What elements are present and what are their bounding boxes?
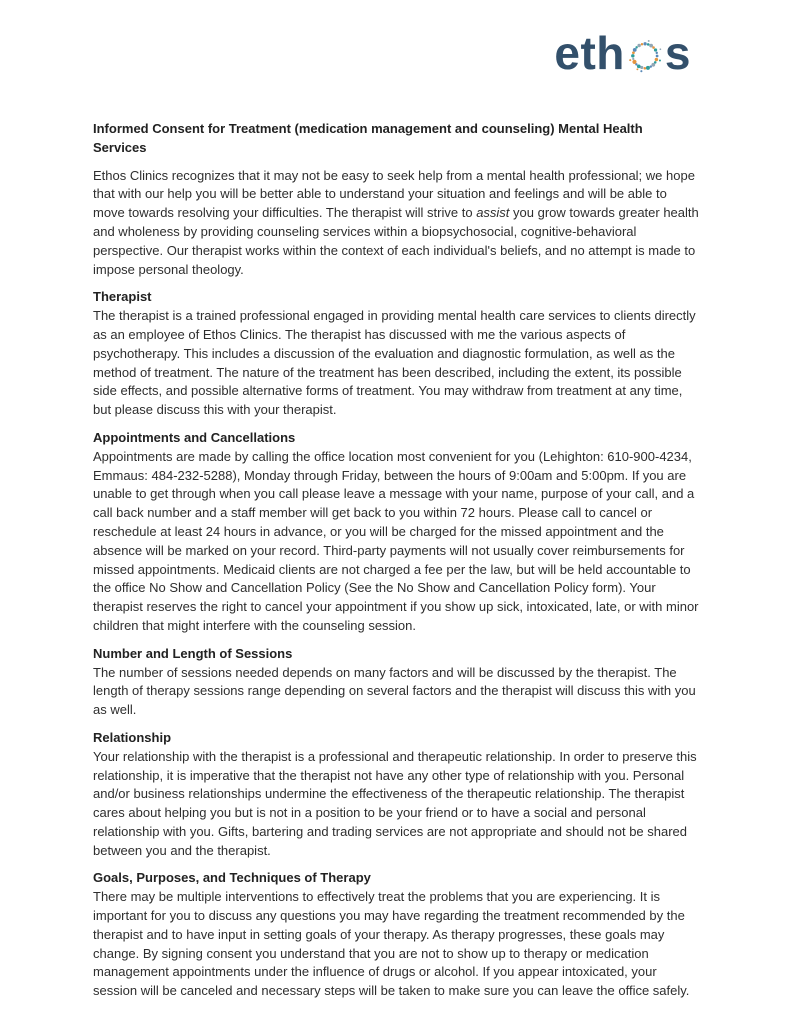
section-goals-purposes-techniques — [93, 869, 701, 1001]
document-body — [93, 120, 701, 1001]
section-heading: Appointments and Cancellations — [93, 429, 296, 445]
logo-row — [554, 27, 691, 79]
section-appointments-and-cancellations — [93, 429, 701, 636]
section-paragraph: The number of sessions needed depends on many factors and will be discussed by the therapist. The length of therapy sessions range depending on several factors and the therapist will discuss this with you as well. — [93, 664, 696, 718]
section-paragraph: There may be multiple interventions to effectively treat the problems that you are experiencing. It is important for you to discuss any questions you may have regarding the treatment recommended by the therapist and to have input in setting goals of your therapy. As therapy progresses, these goals may change. By signing consent you understand that you are not to show up to therapy or medication management appointments under the influence of drugs or alcohol. If you appear intoxicated, your session will be canceled and necessary steps will be taken to make sure you can leave the office safely. — [93, 889, 690, 999]
section-paragraph: Your relationship with the therapist is a professional and therapeutic relationship. In order to preserve this relationship, it is imperative that the therapist not have any other type of relationship with you. Personal and/or business relationships undermine the effectiveness of the therapeutic relationship. The therapist cares about helping you but is not in a position to be your friend or to have a social and personal relationship with you. Gifts, bartering and trading services are not appropriate and should not be shared between you and the therapist. — [93, 748, 697, 858]
section-heading: Relationship — [93, 729, 172, 745]
section-number-and-length-of-sessions — [93, 645, 701, 720]
section-heading: Therapist — [93, 289, 152, 305]
logo-text-right: s — [664, 27, 691, 79]
ethos-logo — [554, 27, 691, 79]
section-paragraph: Appointments are made by calling the office location most convenient for you (Lehighton: 610-900-4234, Emmaus: 484-232-5288), Monday through Friday, between the hours of 9:00am and 5:00pm. If you are unable to get through when you call please leave a message with your name, purpose of your call, and a call back number and a staff member will get back to you within 72 hours. Please call to cancel or reschedule at least 24 hours in advance, or you will be charged for the missed appointment and the absence will be marked on your record. Third-party payments will not usually cover reimbursements for missed appointments. Medicaid clients are not charged a fee per the law, but will be held accountable to the office No Show and Cancellation Policy (See the No Show and Cancellation Policy form). Your therapist reserves the right to cancel your appointment if you show up sick, intoxicated, late, or with minor children that might interfere with the counseling session. — [93, 448, 699, 633]
section-paragraph: The therapist is a trained professional engaged in providing mental health care services to clients directly as an employee of Ethos Clinics. The therapist has discussed with me the various aspects of psychotherapy. This includes a discussion of the evaluation and diagnostic formulation, as well as the method of treatment. The nature of the treatment has been described, including the extent, its possible side effects, and possible alternative forms of treatment. You may withdraw from treatment at any time, but please discuss this with your therapist. — [93, 308, 696, 418]
intro-text-start: Ethos Clinics recognizes that it may not be easy to seek help from a mental health professional; we hope that with our help you will be better able to understand your situation and feelings and will be able to move towards resolving your difficulties. The therapist will strive to — [93, 167, 695, 221]
section-heading: Number and Length of Sessions — [93, 645, 293, 661]
ethos-dotted-o-icon — [626, 37, 664, 75]
document-title: Informed Consent for Treatment (medication management and counseling) Mental Health Services — [93, 121, 643, 155]
section-therapist — [93, 288, 701, 420]
intro-paragraph — [93, 167, 701, 280]
section-heading: Goals, Purposes, and Techniques of Therapy — [93, 870, 371, 886]
section-relationship — [93, 729, 701, 861]
intro-italic-word: assist — [476, 205, 510, 221]
intro-text-end: you grow towards greater health and wholeness by providing counseling services within a biopsychosocial, cognitive-behavioral perspective. Our therapist works within the context of each individual's beliefs, and no attempt is made to impose personal theology. — [93, 205, 699, 277]
logo-text-left: eth — [554, 27, 625, 79]
